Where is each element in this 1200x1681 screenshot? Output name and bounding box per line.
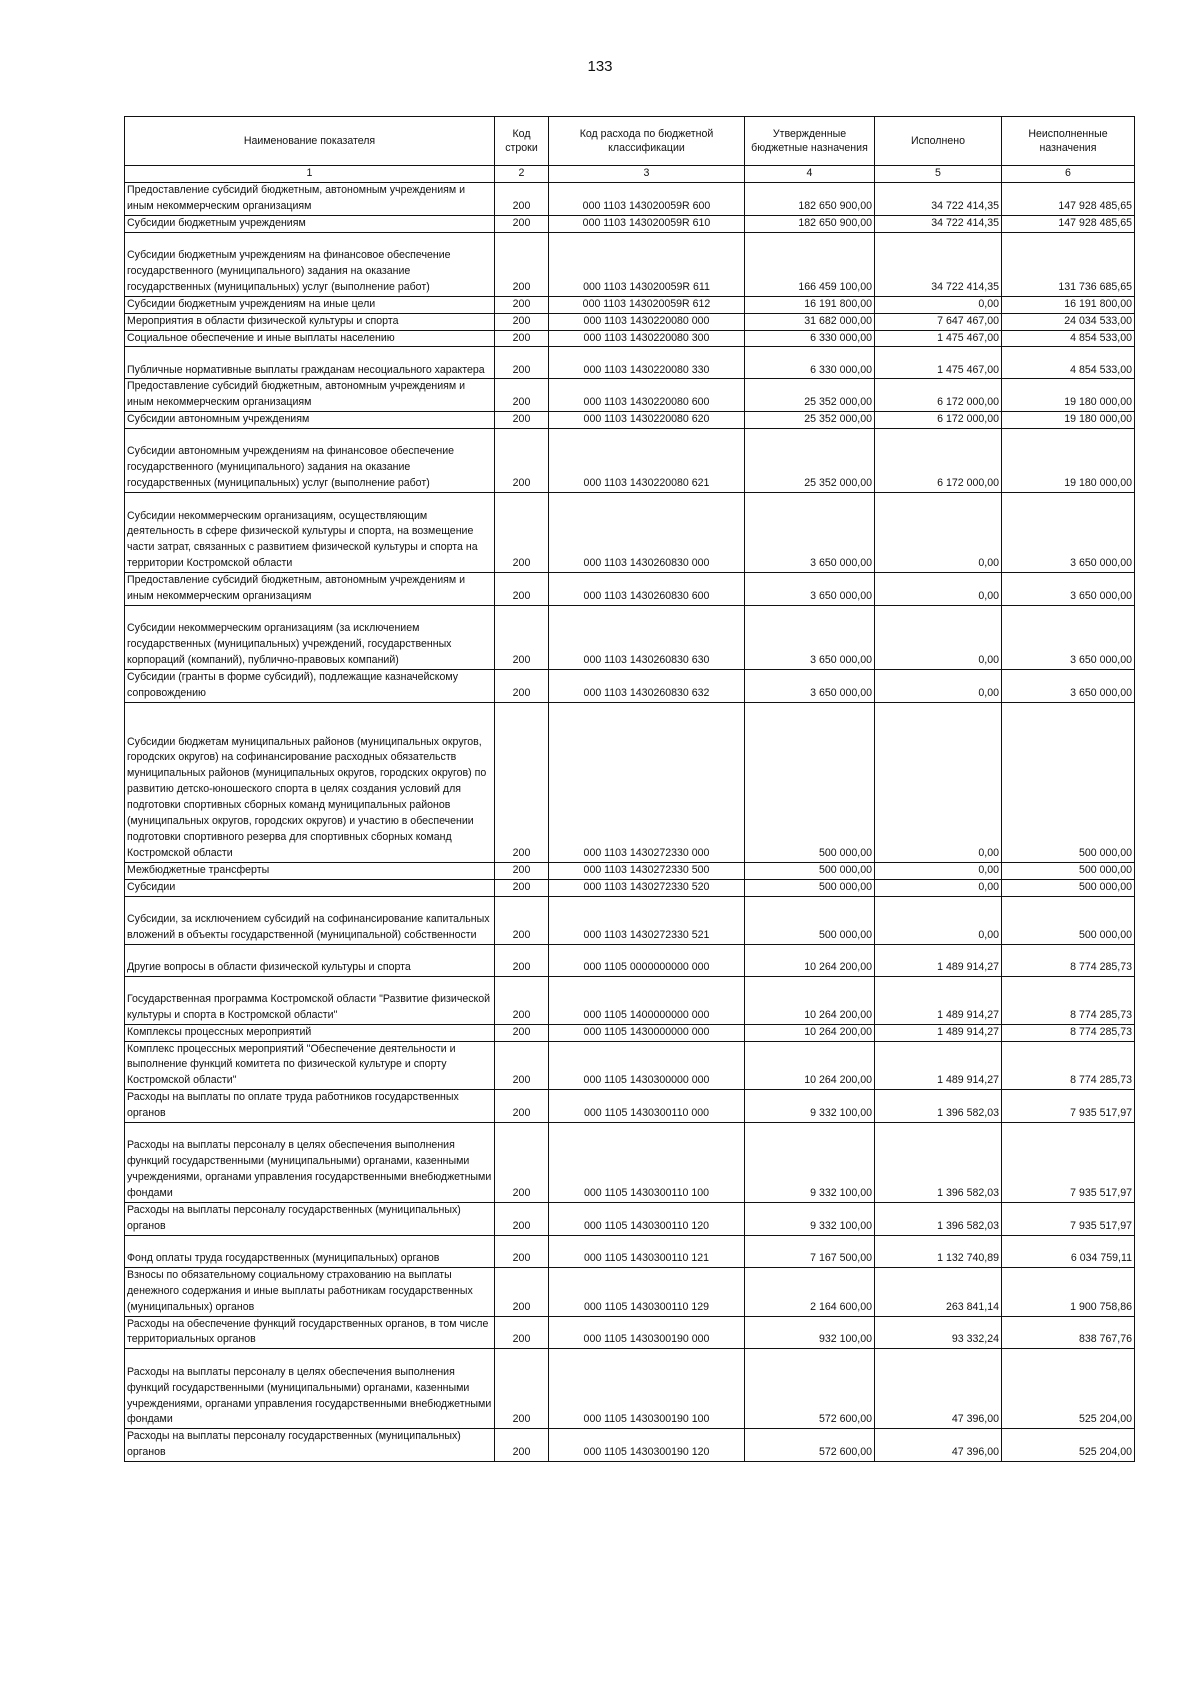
row-indicator-name: Государственная программа Костромской области "Развитие физической культуры и спорта в Костромской области" xyxy=(125,976,495,1024)
table-row xyxy=(125,412,1135,429)
row-executed-amount: 1 489 914,27 xyxy=(875,1041,1002,1090)
row-unexecuted-amount: 19 180 000,00 xyxy=(1002,379,1135,412)
row-line-code: 200 xyxy=(495,215,549,232)
column-number: 4 xyxy=(745,166,875,183)
row-budget-code: 000 1105 0000000000 000 xyxy=(549,944,745,976)
row-line-code: 200 xyxy=(495,879,549,896)
row-line-code: 200 xyxy=(495,1123,549,1203)
row-approved-amount: 500 000,00 xyxy=(745,879,875,896)
row-executed-amount: 1 475 467,00 xyxy=(875,347,1002,379)
row-unexecuted-amount: 1 900 758,86 xyxy=(1002,1267,1135,1316)
column-number: 6 xyxy=(1002,166,1135,183)
row-approved-amount: 6 330 000,00 xyxy=(745,347,875,379)
row-line-code: 200 xyxy=(495,429,549,493)
table-row xyxy=(125,1123,1135,1203)
row-budget-code: 000 1103 1430272330 000 xyxy=(549,702,745,862)
row-approved-amount: 3 650 000,00 xyxy=(745,493,875,573)
row-indicator-name: Публичные нормативные выплаты гражданам несоциального характера xyxy=(125,347,495,379)
row-approved-amount: 25 352 000,00 xyxy=(745,379,875,412)
row-indicator-name: Взносы по обязательному социальному страхованию на выплаты денежного содержания и иные выплаты работникам государственных (муниципальных) органов xyxy=(125,1267,495,1316)
row-approved-amount: 500 000,00 xyxy=(745,896,875,944)
row-indicator-name: Расходы на выплаты персоналу государственных (муниципальных) органов xyxy=(125,1429,495,1462)
row-executed-amount: 47 396,00 xyxy=(875,1349,1002,1429)
row-budget-code: 000 1103 1430220080 300 xyxy=(549,330,745,347)
header-line-code: Код строки xyxy=(495,117,549,166)
row-budget-code: 000 1103 1430260830 000 xyxy=(549,493,745,573)
row-budget-code: 000 1105 1430300190 000 xyxy=(549,1316,745,1349)
row-approved-amount: 6 330 000,00 xyxy=(745,330,875,347)
header-indicator-name: Наименование показателя xyxy=(125,117,495,166)
row-unexecuted-amount: 3 650 000,00 xyxy=(1002,493,1135,573)
column-number: 3 xyxy=(549,166,745,183)
row-approved-amount: 182 650 900,00 xyxy=(745,215,875,232)
row-unexecuted-amount: 131 736 685,65 xyxy=(1002,232,1135,296)
row-budget-code: 000 1105 1430300190 120 xyxy=(549,1429,745,1462)
row-budget-code: 000 1103 1430220080 621 xyxy=(549,429,745,493)
row-approved-amount: 182 650 900,00 xyxy=(745,183,875,216)
row-executed-amount: 0,00 xyxy=(875,605,1002,669)
row-budget-code: 000 1103 143020059R 610 xyxy=(549,215,745,232)
row-unexecuted-amount: 147 928 485,65 xyxy=(1002,215,1135,232)
row-executed-amount: 47 396,00 xyxy=(875,1429,1002,1462)
row-unexecuted-amount: 7 935 517,97 xyxy=(1002,1203,1135,1236)
row-executed-amount: 6 172 000,00 xyxy=(875,412,1002,429)
budget-execution-table xyxy=(124,116,1135,1462)
row-line-code: 200 xyxy=(495,1429,549,1462)
row-executed-amount: 1 489 914,27 xyxy=(875,944,1002,976)
row-line-code: 200 xyxy=(495,976,549,1024)
row-budget-code: 000 1103 1430220080 000 xyxy=(549,313,745,330)
table-row xyxy=(125,215,1135,232)
row-budget-code: 000 1105 1430300190 100 xyxy=(549,1349,745,1429)
row-budget-code: 000 1105 1430300110 000 xyxy=(549,1090,745,1123)
row-executed-amount: 1 396 582,03 xyxy=(875,1123,1002,1203)
row-line-code: 200 xyxy=(495,313,549,330)
page-number: 133 xyxy=(587,58,613,75)
row-executed-amount: 0,00 xyxy=(875,896,1002,944)
row-budget-code: 000 1105 1430300110 129 xyxy=(549,1267,745,1316)
row-budget-code: 000 1105 1430300110 121 xyxy=(549,1235,745,1267)
row-executed-amount: 34 722 414,35 xyxy=(875,232,1002,296)
row-line-code: 200 xyxy=(495,702,549,862)
row-unexecuted-amount: 4 854 533,00 xyxy=(1002,330,1135,347)
row-line-code: 200 xyxy=(495,669,549,702)
row-executed-amount: 1 475 467,00 xyxy=(875,330,1002,347)
table-row xyxy=(125,862,1135,879)
table-row xyxy=(125,1090,1135,1123)
table-body xyxy=(125,183,1135,1462)
row-unexecuted-amount: 24 034 533,00 xyxy=(1002,313,1135,330)
row-indicator-name: Расходы на выплаты персоналу в целях обеспечения выполнения функций государственными (муниципальными) органами, казенными учреждениями, органами управления государственными внебюджетными фондами xyxy=(125,1123,495,1203)
row-indicator-name: Фонд оплаты труда государственных (муниципальных) органов xyxy=(125,1235,495,1267)
row-indicator-name: Комплексы процессных мероприятий xyxy=(125,1024,495,1041)
row-budget-code: 000 1103 1430220080 600 xyxy=(549,379,745,412)
row-executed-amount: 0,00 xyxy=(875,702,1002,862)
row-unexecuted-amount: 7 935 517,97 xyxy=(1002,1090,1135,1123)
row-unexecuted-amount: 3 650 000,00 xyxy=(1002,605,1135,669)
row-unexecuted-amount: 4 854 533,00 xyxy=(1002,347,1135,379)
table-header xyxy=(125,117,1135,183)
table-row xyxy=(125,944,1135,976)
row-indicator-name: Расходы на обеспечение функций государственных органов, в том числе территориальных органов xyxy=(125,1316,495,1349)
row-unexecuted-amount: 6 034 759,11 xyxy=(1002,1235,1135,1267)
table-row xyxy=(125,896,1135,944)
table-row xyxy=(125,605,1135,669)
row-unexecuted-amount: 8 774 285,73 xyxy=(1002,944,1135,976)
row-budget-code: 000 1105 1430300000 000 xyxy=(549,1041,745,1090)
row-approved-amount: 31 682 000,00 xyxy=(745,313,875,330)
row-unexecuted-amount: 3 650 000,00 xyxy=(1002,573,1135,606)
row-unexecuted-amount: 525 204,00 xyxy=(1002,1349,1135,1429)
row-line-code: 200 xyxy=(495,232,549,296)
row-budget-code: 000 1103 143020059R 612 xyxy=(549,296,745,313)
row-budget-code: 000 1103 1430260830 632 xyxy=(549,669,745,702)
row-indicator-name: Субсидии автономным учреждениям на финансовое обеспечение государственного (муниципального) задания на оказание государственных (муниципальных) услуг (выполнение работ) xyxy=(125,429,495,493)
row-budget-code: 000 1103 1430272330 500 xyxy=(549,862,745,879)
row-approved-amount: 25 352 000,00 xyxy=(745,412,875,429)
row-executed-amount: 0,00 xyxy=(875,493,1002,573)
row-budget-code: 000 1105 1430000000 000 xyxy=(549,1024,745,1041)
row-line-code: 200 xyxy=(495,412,549,429)
row-executed-amount: 1 396 582,03 xyxy=(875,1090,1002,1123)
row-line-code: 200 xyxy=(495,1267,549,1316)
table-row xyxy=(125,669,1135,702)
row-budget-code: 000 1103 1430220080 330 xyxy=(549,347,745,379)
row-unexecuted-amount: 16 191 800,00 xyxy=(1002,296,1135,313)
row-indicator-name: Расходы на выплаты по оплате труда работников государственных органов xyxy=(125,1090,495,1123)
table-row xyxy=(125,1024,1135,1041)
row-budget-code: 000 1103 1430272330 521 xyxy=(549,896,745,944)
row-unexecuted-amount: 147 928 485,65 xyxy=(1002,183,1135,216)
row-budget-code: 000 1103 143020059R 611 xyxy=(549,232,745,296)
row-executed-amount: 1 396 582,03 xyxy=(875,1203,1002,1236)
row-line-code: 200 xyxy=(495,1316,549,1349)
row-line-code: 200 xyxy=(495,1041,549,1090)
row-indicator-name: Межбюджетные трансферты xyxy=(125,862,495,879)
row-indicator-name: Субсидии бюджетам муниципальных районов (муниципальных округов, городских округов) на софинансирование расходных обязательств муниципальных районов (муниципальных округов, городских округов) по развитию детско-юношеского спорта в целях создания условий для подготовки спортивных сборных команд муниципальных районов (муниципальных округов, городских округов) и участию в обеспечении подготовки спортивного резерва для спортивных сборных команд Костромской области xyxy=(125,702,495,862)
row-line-code: 200 xyxy=(495,330,549,347)
row-executed-amount: 0,00 xyxy=(875,669,1002,702)
row-line-code: 200 xyxy=(495,493,549,573)
row-budget-code: 000 1105 1400000000 000 xyxy=(549,976,745,1024)
row-budget-code: 000 1103 1430260830 630 xyxy=(549,605,745,669)
row-unexecuted-amount: 8 774 285,73 xyxy=(1002,1024,1135,1041)
row-unexecuted-amount: 7 935 517,97 xyxy=(1002,1123,1135,1203)
row-indicator-name: Субсидии бюджетным учреждениям на финансовое обеспечение государственного (муниципального) задания на оказание государственных (муниципальных) услуг (выполнение работ) xyxy=(125,232,495,296)
table-row xyxy=(125,1041,1135,1090)
row-executed-amount: 6 172 000,00 xyxy=(875,379,1002,412)
row-executed-amount: 34 722 414,35 xyxy=(875,215,1002,232)
header-executed: Исполнено xyxy=(875,117,1002,166)
table-row xyxy=(125,1429,1135,1462)
row-approved-amount: 10 264 200,00 xyxy=(745,944,875,976)
row-executed-amount: 1 132 740,89 xyxy=(875,1235,1002,1267)
row-executed-amount: 7 647 467,00 xyxy=(875,313,1002,330)
row-indicator-name: Комплекс процессных мероприятий "Обеспечение деятельности и выполнение функций комитета по физической культуре и спорту Костромской области" xyxy=(125,1041,495,1090)
row-line-code: 200 xyxy=(495,573,549,606)
row-indicator-name: Расходы на выплаты персоналу в целях обеспечения выполнения функций государственными (муниципальными) органами, казенными учреждениями, органами управления государственными внебюджетными фондами xyxy=(125,1349,495,1429)
row-unexecuted-amount: 525 204,00 xyxy=(1002,1429,1135,1462)
column-number: 5 xyxy=(875,166,1002,183)
table-row xyxy=(125,429,1135,493)
header-unexecuted: Неисполненные назначения xyxy=(1002,117,1135,166)
row-approved-amount: 9 332 100,00 xyxy=(745,1090,875,1123)
table-row xyxy=(125,1316,1135,1349)
row-unexecuted-amount: 500 000,00 xyxy=(1002,896,1135,944)
table-row xyxy=(125,976,1135,1024)
row-unexecuted-amount: 3 650 000,00 xyxy=(1002,669,1135,702)
row-approved-amount: 9 332 100,00 xyxy=(745,1123,875,1203)
row-approved-amount: 10 264 200,00 xyxy=(745,976,875,1024)
table-row xyxy=(125,330,1135,347)
row-executed-amount: 0,00 xyxy=(875,862,1002,879)
table-row xyxy=(125,1349,1135,1429)
header-budget-code: Код расхода по бюджетной классификации xyxy=(549,117,745,166)
row-approved-amount: 9 332 100,00 xyxy=(745,1203,875,1236)
table-row xyxy=(125,493,1135,573)
row-approved-amount: 3 650 000,00 xyxy=(745,669,875,702)
table-row xyxy=(125,702,1135,862)
row-budget-code: 000 1105 1430300110 100 xyxy=(549,1123,745,1203)
row-budget-code: 000 1103 1430272330 520 xyxy=(549,879,745,896)
row-line-code: 200 xyxy=(495,944,549,976)
column-number: 2 xyxy=(495,166,549,183)
row-indicator-name: Субсидии некоммерческим организациям, осуществляющим деятельность в сфере физической культуры и спорта, на возмещение части затрат, связанных с развитием физической культуры и спорта на территории Костромской области xyxy=(125,493,495,573)
row-line-code: 200 xyxy=(495,1349,549,1429)
row-line-code: 200 xyxy=(495,1090,549,1123)
table-row xyxy=(125,379,1135,412)
row-unexecuted-amount: 500 000,00 xyxy=(1002,702,1135,862)
row-approved-amount: 3 650 000,00 xyxy=(745,605,875,669)
row-indicator-name: Субсидии бюджетным учреждениям xyxy=(125,215,495,232)
row-executed-amount: 0,00 xyxy=(875,573,1002,606)
row-indicator-name: Мероприятия в области физической культуры и спорта xyxy=(125,313,495,330)
row-approved-amount: 2 164 600,00 xyxy=(745,1267,875,1316)
row-executed-amount: 1 489 914,27 xyxy=(875,1024,1002,1041)
row-budget-code: 000 1103 143020059R 600 xyxy=(549,183,745,216)
table-row xyxy=(125,1267,1135,1316)
row-budget-code: 000 1105 1430300110 120 xyxy=(549,1203,745,1236)
table-row xyxy=(125,313,1135,330)
row-executed-amount: 1 489 914,27 xyxy=(875,976,1002,1024)
row-approved-amount: 16 191 800,00 xyxy=(745,296,875,313)
row-approved-amount: 10 264 200,00 xyxy=(745,1024,875,1041)
row-line-code: 200 xyxy=(495,862,549,879)
row-approved-amount: 932 100,00 xyxy=(745,1316,875,1349)
row-approved-amount: 7 167 500,00 xyxy=(745,1235,875,1267)
row-budget-code: 000 1103 1430220080 620 xyxy=(549,412,745,429)
row-line-code: 200 xyxy=(495,296,549,313)
row-unexecuted-amount: 500 000,00 xyxy=(1002,879,1135,896)
row-indicator-name: Субсидии, за исключением субсидий на софинансирование капитальных вложений в объекты государственной (муниципальной) собственности xyxy=(125,896,495,944)
row-executed-amount: 34 722 414,35 xyxy=(875,183,1002,216)
row-indicator-name: Предоставление субсидий бюджетным, автономным учреждениям и иным некоммерческим организациям xyxy=(125,379,495,412)
row-approved-amount: 3 650 000,00 xyxy=(745,573,875,606)
row-approved-amount: 25 352 000,00 xyxy=(745,429,875,493)
row-unexecuted-amount: 8 774 285,73 xyxy=(1002,1041,1135,1090)
row-unexecuted-amount: 838 767,76 xyxy=(1002,1316,1135,1349)
row-line-code: 200 xyxy=(495,605,549,669)
row-executed-amount: 263 841,14 xyxy=(875,1267,1002,1316)
row-executed-amount: 6 172 000,00 xyxy=(875,429,1002,493)
row-line-code: 200 xyxy=(495,183,549,216)
row-line-code: 200 xyxy=(495,347,549,379)
row-unexecuted-amount: 19 180 000,00 xyxy=(1002,429,1135,493)
table-row xyxy=(125,232,1135,296)
table-row xyxy=(125,183,1135,216)
row-line-code: 200 xyxy=(495,1203,549,1236)
row-indicator-name: Предоставление субсидий бюджетным, автономным учреждениям и иным некоммерческим организациям xyxy=(125,183,495,216)
table-row xyxy=(125,1235,1135,1267)
row-indicator-name: Субсидии бюджетным учреждениям на иные цели xyxy=(125,296,495,313)
row-indicator-name: Предоставление субсидий бюджетным, автономным учреждениям и иным некоммерческим организациям xyxy=(125,573,495,606)
row-indicator-name: Субсидии автономным учреждениям xyxy=(125,412,495,429)
row-line-code: 200 xyxy=(495,1235,549,1267)
table-row xyxy=(125,879,1135,896)
row-line-code: 200 xyxy=(495,1024,549,1041)
row-line-code: 200 xyxy=(495,379,549,412)
row-unexecuted-amount: 8 774 285,73 xyxy=(1002,976,1135,1024)
table-row xyxy=(125,1203,1135,1236)
row-approved-amount: 572 600,00 xyxy=(745,1349,875,1429)
row-approved-amount: 500 000,00 xyxy=(745,702,875,862)
table-row xyxy=(125,296,1135,313)
row-approved-amount: 572 600,00 xyxy=(745,1429,875,1462)
row-unexecuted-amount: 500 000,00 xyxy=(1002,862,1135,879)
row-indicator-name: Субсидии xyxy=(125,879,495,896)
row-indicator-name: Субсидии некоммерческим организациям (за исключением государственных (муниципальных) учреждений, государственных корпораций (компаний), публично-правовых компаний) xyxy=(125,605,495,669)
table-row xyxy=(125,573,1135,606)
table-row xyxy=(125,347,1135,379)
row-executed-amount: 0,00 xyxy=(875,879,1002,896)
row-approved-amount: 166 459 100,00 xyxy=(745,232,875,296)
column-number-row xyxy=(125,166,1135,183)
row-indicator-name: Субсидии (гранты в форме субсидий), подлежащие казначейскому сопровождению xyxy=(125,669,495,702)
row-executed-amount: 0,00 xyxy=(875,296,1002,313)
row-indicator-name: Другие вопросы в области физической культуры и спорта xyxy=(125,944,495,976)
row-indicator-name: Расходы на выплаты персоналу государственных (муниципальных) органов xyxy=(125,1203,495,1236)
row-unexecuted-amount: 19 180 000,00 xyxy=(1002,412,1135,429)
header-approved: Утвержденные бюджетные назначения xyxy=(745,117,875,166)
row-executed-amount: 93 332,24 xyxy=(875,1316,1002,1349)
row-approved-amount: 10 264 200,00 xyxy=(745,1041,875,1090)
row-approved-amount: 500 000,00 xyxy=(745,862,875,879)
column-number: 1 xyxy=(125,166,495,183)
row-budget-code: 000 1103 1430260830 600 xyxy=(549,573,745,606)
row-line-code: 200 xyxy=(495,896,549,944)
row-indicator-name: Социальное обеспечение и иные выплаты населению xyxy=(125,330,495,347)
